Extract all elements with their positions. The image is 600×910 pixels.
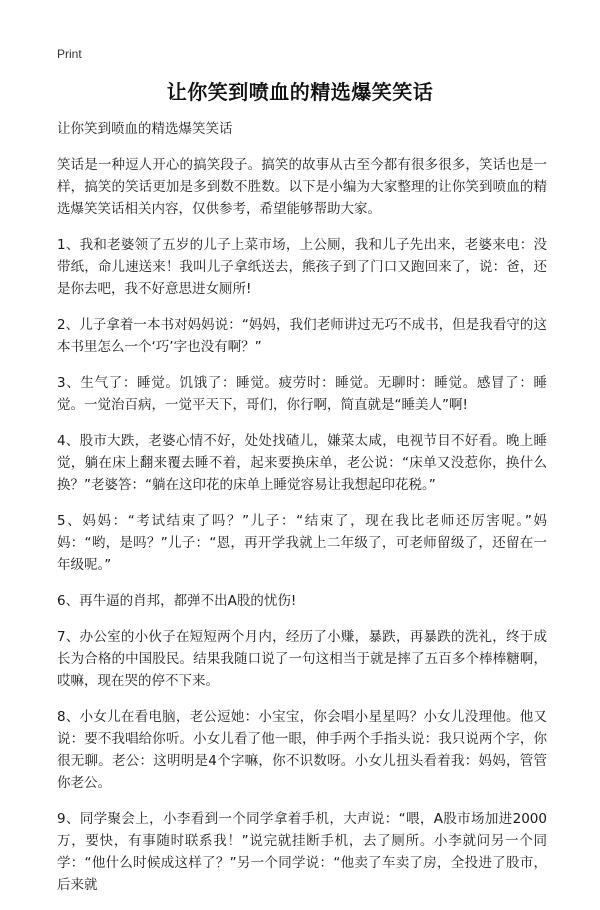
joke-paragraph-8: 8、小女儿在看电脑，老公逗她：小宝宝，你会唱小星星吗？小女儿没理他。他又说：要不我唱给你听。小女儿看了他一眼，伸手两个手指头说：我只说两个字，你很无聊。老公：这明明是4个字嘛，你不识数呀。小女儿扭头看着我：妈妈，管管你老公。 (57, 709, 547, 791)
joke-paragraph-3: 3、生气了：睡觉。饥饿了：睡觉。疲劳时：睡觉。无聊时：睡觉。感冒了：睡觉。一觉治百病，一觉平天下，哥们，你行啊，简直就是“睡美人”啊! (57, 375, 547, 413)
print-link[interactable]: Print (57, 47, 82, 61)
joke-paragraph-1: 1、我和老婆领了五岁的儿子上菜市场，上公厕，我和儿子先出来，老婆来电：没带纸，命儿速送来！我叫儿子拿纸送去，熊孩子到了门口又跑回来了，说：爸，还是你去吧，我不好意思进女厕所! (57, 237, 547, 297)
article-subtitle: 让你笑到喷血的精选爆笑笑话 (57, 121, 233, 137)
article-body (57, 118, 547, 910)
joke-paragraph-2: 2、儿子拿着一本书对妈妈说：“妈妈，我们老师讲过无巧不成书，但是我看守的这本书里怎么一个‘巧’字也没有啊？” (57, 317, 547, 355)
joke-paragraph-9: 9、同学聚会上，小李看到一个同学拿着手机，大声说：“喂，A股市场加进2000万，要快，有事随时联系我！”说完就挂断手机，去了厕所。小李就问另一个同学：“他什么时候成这样了？”另一个同学说：“他卖了车卖了房，全投进了股市，后来就 (57, 811, 547, 893)
joke-paragraph-6: 6、再牛逼的肖邦，都弹不出A股的忧伤! (57, 593, 297, 609)
joke-paragraph-5: 5、妈妈：“考试结束了吗？”儿子：“结束了，现在我比老师还厉害呢。”妈妈：“哟，是吗？”儿子：“恩，再开学我就上二年级了，可老师留级了，还留在一年级呢。” (57, 513, 547, 573)
page-title: 让你笑到喷血的精选爆笑笑话 (166, 80, 434, 104)
intro-paragraph: 笑话是一种逗人开心的搞笑段子。搞笑的故事从古至今都有很多很多，笑话也是一样，搞笑的笑话更加是多到数不胜数。以下是小编为大家整理的让你笑到喷血的精选爆笑笑话相关内容，仅供参考，希望能够帮助大家。 (57, 157, 547, 217)
joke-paragraph-4: 4、股市大跌，老婆心情不好，处处找碴儿，嫌菜太咸，电视节目不好看。晚上睡觉，躺在床上翻来覆去睡不着，起来要换床单，老公说：“床单又没惹你，换什么换？”老婆答：“躺在这印花的床单上睡觉容易让我想起印花税。” (57, 433, 547, 493)
joke-paragraph-7: 7、办公室的小伙子在短短两个月内，经历了小赚，暴跌，再暴跌的洗礼，终于成长为合格的中国股民。结果我随口说了一句这相当于就是摔了五百多个棒棒糖啊，哎嘛，现在哭的停不下来。 (57, 629, 547, 689)
